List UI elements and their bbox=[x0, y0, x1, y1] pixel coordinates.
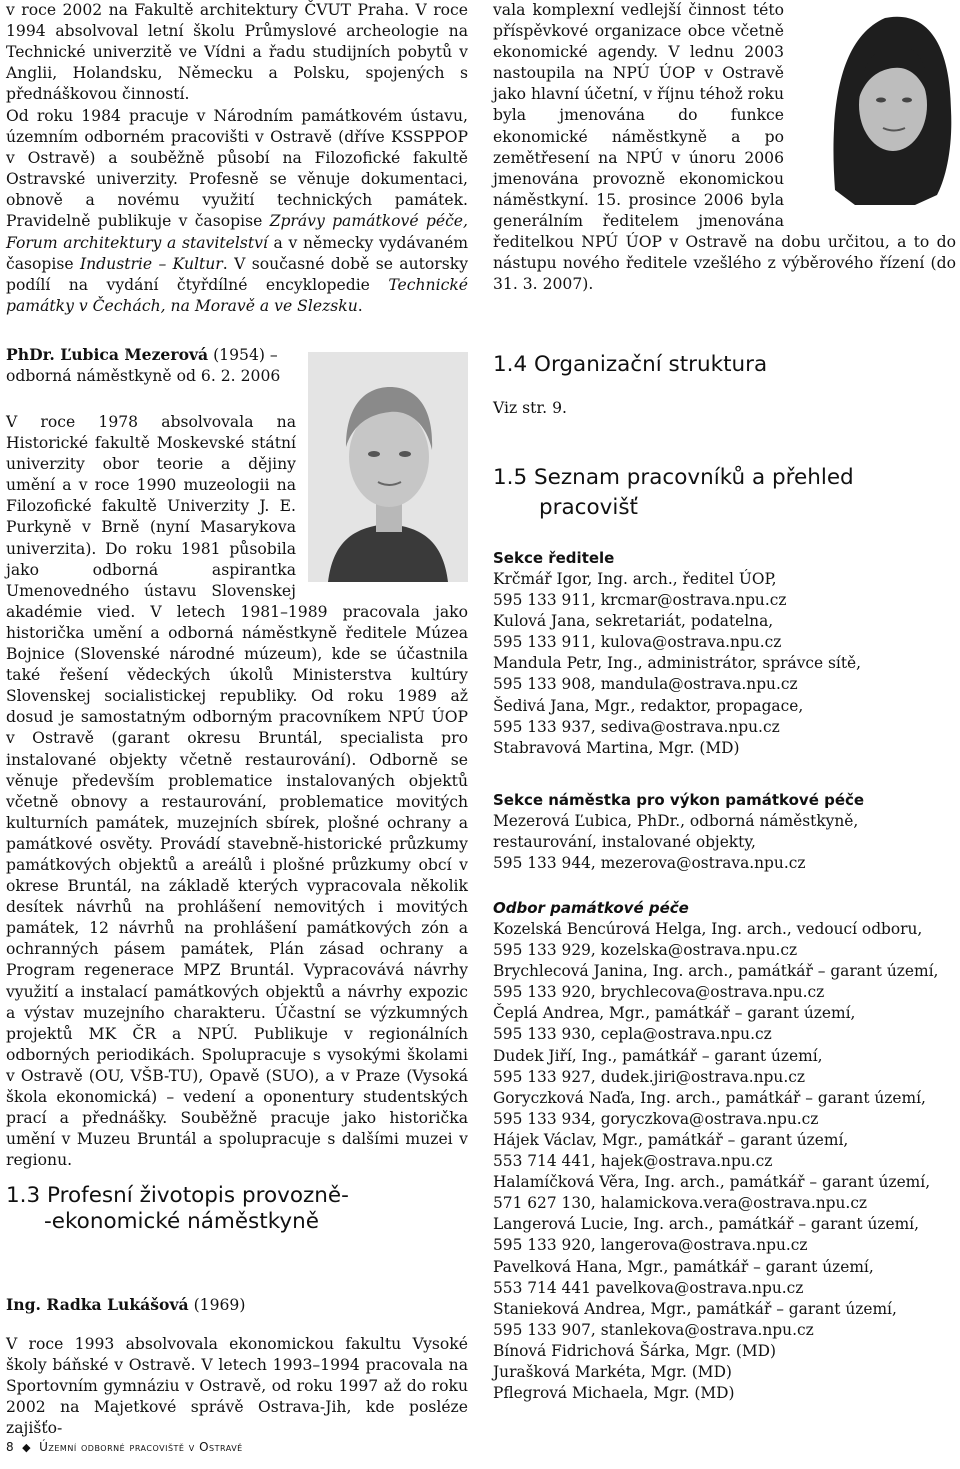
staff-list-item: 553 714 441, hajek@ostrava.npu.cz bbox=[493, 1152, 773, 1171]
heading-1-5 bbox=[493, 465, 956, 521]
staff-list-item: 595 133 930, cepla@ostrava.npu.cz bbox=[493, 1025, 772, 1044]
staff-list-item: 595 133 934, goryczkova@ostrava.npu.cz bbox=[493, 1109, 819, 1128]
staff-list-item: 595 133 929, kozelska@ostrava.npu.cz bbox=[493, 941, 798, 960]
text-segment: . bbox=[357, 296, 363, 315]
paragraph-career-npu bbox=[6, 106, 468, 317]
staff-list-item: Langerová Lucie, Ing. arch., památkář – garant území, bbox=[493, 1215, 920, 1234]
person2-title: Ing. bbox=[6, 1295, 47, 1314]
section-heritage-dept-list bbox=[493, 919, 956, 1404]
diamond-icon: ◆ bbox=[22, 1441, 32, 1454]
section-deputy-list bbox=[493, 811, 956, 874]
staff-list-item: Jurašková Markéta, Mgr. (MD) bbox=[493, 1362, 732, 1381]
staff-list-item: 595 133 944, mezerova@ostrava.npu.cz bbox=[493, 854, 806, 873]
staff-list-item: Pavelková Hana, Mgr., památkář – garant území, bbox=[493, 1257, 874, 1276]
staff-list-item: 553 714 441 pavelkova@ostrava.npu.cz bbox=[493, 1278, 804, 1297]
staff-list-item: Brychlecová Janina, Ing. arch., památkář – garant území, bbox=[493, 962, 939, 981]
journal-name: Industrie – Kultur bbox=[79, 254, 223, 273]
staff-list-item: Halamíčková Věra, Ing. arch., památkář – garant území, bbox=[493, 1173, 931, 1192]
staff-list-item: 595 133 920, brychlecova@ostrava.npu.cz bbox=[493, 983, 825, 1002]
staff-list-item: Dudek Jiří, Ing., památkář – garant území, bbox=[493, 1046, 823, 1065]
staff-list-item: Krčmář Igor, Ing. arch., ředitel ÚOP, bbox=[493, 570, 777, 588]
section-deputy bbox=[493, 790, 956, 874]
section-heritage-dept-title: Odbor památkové péče bbox=[493, 899, 689, 917]
heading-1-5-line1: 1.5 Seznam pracovníků a přehled bbox=[493, 465, 854, 490]
staff-list-item: Bínová Fidrichová Šárka, Mgr. (MD) bbox=[493, 1341, 776, 1360]
person1-title: PhDr. bbox=[6, 345, 61, 364]
paragraph-mezerova-bio bbox=[6, 412, 468, 1171]
heading-1-3-line2: -ekonomické náměstkyně bbox=[44, 1209, 319, 1234]
staff-list-item: Pflegrová Michaela, Mgr. (MD) bbox=[493, 1384, 735, 1403]
lukasova-bio-text: vala komplexní vedlejší činnost této příspěvkové organizace obce včetně ekonomické agendy. V lednu 2003 nastoupila na NPÚ ÚOP v Ostravě jako hlavní účetní, v říjnu téhož roku byla jmenována do funkce ekonomické náměstkyně a po zemětřesení na NPÚ v únoru 2006 jmenována provozně ekonomickou náměstkyní. 15. prosince 2006 byla generálním ředitelem jmenována ředitelkou NPÚ ÚOP v Ostravě na dobu určitou, a to do nástupu nového ředitele vzešlého z výběrového řízení (do 31. 3. 2007). bbox=[493, 1, 956, 294]
paragraph-lukasova-bio: V roce 1993 absolvovala ekonomickou fakultu Vysoké školy báňské v Ostravě. V letech 1993–1994 pracovala na Sportovním gymnáziu v Ostravě, od roku 1997 až do roku 2002 na Majetkové správě Ostrava-Jih, kde posléze zajišťo- bbox=[6, 1335, 468, 1438]
section-deputy-title: Sekce náměstka pro výkon památkové péče bbox=[493, 791, 865, 809]
staff-list-item: 595 133 911, kulova@ostrava.npu.cz bbox=[493, 633, 782, 652]
section-heritage-dept bbox=[493, 898, 956, 1404]
staff-list-item: Kulová Jana, sekretariát, podatelna, bbox=[493, 612, 774, 631]
section-director bbox=[493, 548, 956, 759]
text-segment: . V současné době se autorsky podílí na vydání čtyřdílné encyklopedie bbox=[6, 254, 469, 294]
section-director-list bbox=[493, 569, 956, 759]
staff-list-item: 595 133 920, langerova@ostrava.npu.cz bbox=[493, 1236, 808, 1255]
footer-text: Územní odborné pracoviště v Ostravě bbox=[39, 1440, 243, 1454]
person1-year: (1954) – bbox=[208, 346, 278, 364]
staff-list-item: Mezerová Ľubica, PhDr., odborná náměstkyně, restaurování, instalované objekty, bbox=[493, 812, 859, 852]
staff-list-item: 595 133 908, mandula@ostrava.npu.cz bbox=[493, 675, 798, 694]
journal-names: Zprávy památkové péče, Forum architektury a stavitelství bbox=[6, 212, 468, 252]
staff-list-item: 595 133 927, dudek.jiri@ostrava.npu.cz bbox=[493, 1067, 805, 1086]
person1-name: Ľubica Mezerová bbox=[60, 345, 209, 364]
staff-list-item: Kozelská Bencúrová Helga, Ing. arch., vedoucí odboru, bbox=[493, 920, 923, 938]
staff-list-item: Stanieková Andrea, Mgr., památkář – garant území, bbox=[493, 1299, 897, 1318]
text-segment: a v německy vydávaném časopise bbox=[6, 233, 469, 273]
heading-1-3-line1: 1.3 Profesní životopis provozně- bbox=[6, 1183, 349, 1208]
person1-role: odborná náměstkyně od 6. 2. 2006 bbox=[6, 367, 281, 386]
person2-name-line bbox=[6, 1294, 468, 1316]
page-footer bbox=[6, 1440, 243, 1454]
person1-name-line bbox=[6, 344, 296, 366]
heading-1-5-line2: pracovišť bbox=[539, 495, 638, 520]
staff-list-item: Šedivá Jana, Mgr., redaktor, propagace, bbox=[493, 696, 804, 715]
staff-list-item: Goryczková Naďa, Ing. arch., památkář – garant území, bbox=[493, 1088, 926, 1107]
see-page-reference: Viz str. 9. bbox=[493, 399, 567, 417]
person1-header bbox=[6, 344, 296, 387]
person2-name: Radka Lukášová bbox=[46, 1295, 189, 1314]
staff-list-item: 571 627 130, halamickova.vera@ostrava.npu.cz bbox=[493, 1194, 868, 1213]
staff-list-item: 595 133 911, krcmar@ostrava.npu.cz bbox=[493, 591, 787, 610]
portrait-photo-lukasova bbox=[825, 0, 956, 205]
heading-1-4: 1.4 Organizační struktura bbox=[493, 352, 768, 377]
staff-list-item: Mandula Petr, Ing., administrátor, správce sítě, bbox=[493, 654, 862, 673]
encyclopedia-name: Technické památky v Čechách, na Moravě a ve Slezsku bbox=[6, 275, 468, 315]
staff-list-item: Stabravová Martina, Mgr. (MD) bbox=[493, 738, 740, 757]
photo-wrap-spacer bbox=[296, 412, 468, 589]
staff-list-item: Čeplá Andrea, Mgr., památkář – garant území, bbox=[493, 1004, 856, 1023]
staff-list-item: Hájek Václav, Mgr., památkář – garant území, bbox=[493, 1130, 849, 1149]
person2-year: (1969) bbox=[188, 1296, 246, 1314]
paragraph-career-start: v roce 2002 na Fakultě architektury ČVUT Praha. V roce 1994 absolvoval letní školu Průmyslové archeologie na Technické univerzitě ve Vídni a řadu studijních pobytů v Anglii, Holandsku, Německu a Polsku, spojených s přednáškovou činností. bbox=[6, 1, 468, 104]
staff-list-item: 595 133 907, stanlekova@ostrava.npu.cz bbox=[493, 1320, 814, 1339]
section-director-title: Sekce ředitele bbox=[493, 549, 615, 567]
staff-list-item: 595 133 937, sediva@ostrava.npu.cz bbox=[493, 717, 780, 736]
text-segment: Od roku 1984 pracuje v Národním památkovém ústavu, územním odborném pracovišti v Ostravě (dříve KSSPPOP v Ostravě) a souběžně působí na Filozofické fakultě Ostravské univerzity. Profesně se věnuje dokumentaci, obnově a novému využití technických památek. Pravidelně publikuje v časopise bbox=[6, 107, 468, 231]
mezerova-bio-text: V roce 1978 absolvovala na Historické fakultě Moskevské státní univerzity obor teorie a dějiny umění a v roce 1990 muzeologii na Filozofické fakultě Univerzity J. E. Purkyně v Brně (nyní Masarykova univerzita). Do roku 1981 působila jako odborná aspirantka Umenovedného ústavu Slovenskej akadémie vied. V letech 1981–1989 pracovala jako historička umění a odborná náměstkyně ředitele Múzea Bojnice (Slovenské národné múzeum), kde se účastnila také řešení vědeckých úkolů Ministerstva kultúry Slovenskej socialistickej republiky. Od roku 1989 až dosud je samostatným odborným pracovníkem NPÚ ÚOP v Ostravě (garant okresu Bruntál, specialista pro instalované objekty včetně restaurování). Odborně se věnuje především problematice instalovaných objektů včetně obnovy a restaurování, problematice movitých kulturních památek, muzejních sbírek, plošné ochrany a památkové osvěty. Provádí stavebně-historické průzkumy památkových objektů a areálů i plošné průzkumy obcí v okrese Bruntál, na základě kterých vypracovala několik desítek návrhů na prohlášení nemovitých i movitých památek, 12 návrhů na prohlášení památkových zón a ochranných pásem památek, Plán zásad ochrany a Program regenerace MPZ Bruntál. Vypracovává návrhy využití a instalací památkových objektů a návrhy expozic a výstav muzejního charakteru. Účastní se výzkumných projektů MK ČR a NPÚ. Publikuje v regionálních odborných periodikách. Spolupracuje s vysokými školami v Ostravě (OU, VŠB-TU), Opavě (SUO), a v Praze (Vysoká škola ekonomická) – vedení a oponentury studentských prací a přednášky. Souběžně pracuje jako historička umění v Muzeu Bruntál a spolupracuje s dalšími muzei v regionu. bbox=[6, 413, 468, 1170]
page-number: 8 bbox=[6, 1440, 15, 1454]
heading-1-3 bbox=[6, 1183, 468, 1235]
